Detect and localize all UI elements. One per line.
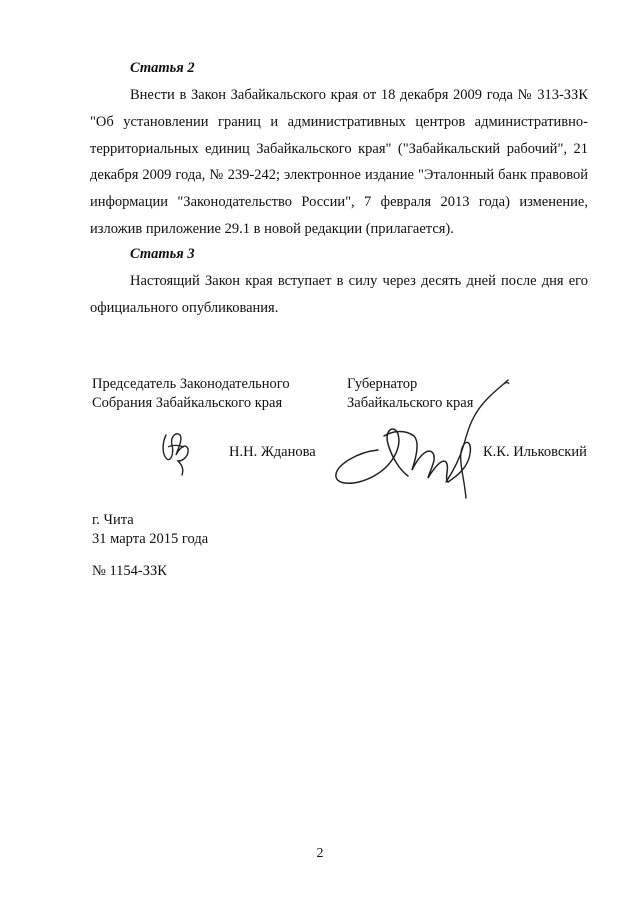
article-3-text: Настоящий Закон края вступает в силу через десять дней после дня его официального опубликования.	[90, 273, 588, 316]
page-number: 2	[316, 846, 324, 861]
article-2-heading: Статья 2	[130, 60, 195, 76]
document-number: № 1154-ЗЗК	[92, 563, 167, 579]
governor-signature	[328, 378, 518, 500]
governor-title: Губернатор Забайкальского края	[347, 376, 474, 411]
place-and-date: г. Чита 31 марта 2015 года	[92, 512, 209, 547]
article-2-text: Внести в Закон Забайкальского края от 18 декабря 2009 года № 313-ЗЗК "Об установлении границ и административных центров административно-территориальных единиц Забайкальского края" ("Забайкальский рабочий", 21 декабря 2009 года, № 239-242; электронное издание "Эталонный банк правовой информации "Законодательство России", 7 февраля 2013 года) изменение, изложив приложение 29.1 в новой редакции (прилагается).	[90, 87, 588, 237]
chairman-name: Н.Н. Жданова	[229, 444, 316, 460]
article-3-heading: Статья 3	[130, 246, 195, 262]
governor-name: К.К. Ильковский	[483, 444, 587, 460]
chairman-title: Председатель Законодательного Собрания Забайкальского края	[92, 376, 290, 411]
chairman-signature	[158, 425, 194, 477]
